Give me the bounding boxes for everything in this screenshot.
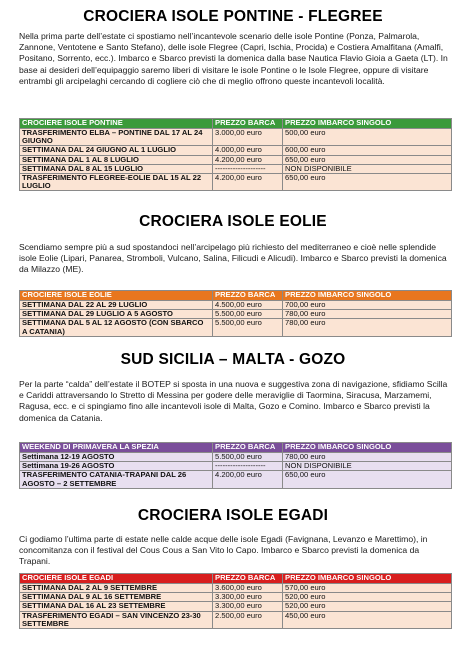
- single-price-cell: 500,00 euro: [283, 129, 452, 146]
- boat-price-cell: 4.500,00 euro: [213, 301, 283, 310]
- table-header: PREZZO BARCA: [213, 443, 283, 453]
- single-price-cell: 650,00 euro: [283, 471, 452, 488]
- single-price-cell: 780,00 euro: [283, 453, 452, 462]
- section-paragraph: Ci godiamo l’ultima parte di estate nelle calde acque delle isole Egadi (Favignana, Levanzo e Marettimo), in concomitanza con il festival del Cous Cous a San Vito lo Capo. Imbarco e Sbarco previsti la domenica da Trapani.: [19, 534, 428, 567]
- period-cell: SETTIMANA DAL 2 AL 9 SETTEMBRE: [20, 584, 213, 593]
- table-header: PREZZO IMBARCO SINGOLO: [283, 443, 452, 453]
- table-header: PREZZO IMBARCO SINGOLO: [283, 119, 452, 129]
- table-header: PREZZO BARCA: [213, 119, 283, 129]
- price-table: [19, 118, 452, 191]
- single-price-cell: 700,00 euro: [283, 301, 452, 310]
- single-price-cell: 650,00 euro: [283, 174, 452, 191]
- period-cell: SETTIMANA DAL 1 AL 8 LUGLIO: [20, 155, 213, 164]
- section-paragraph: Per la parte “calda” dell’estate il BOTEP si sposta in una nuova e suggestiva zona di navigazione, sfidiamo Scilla e Cariddi attraversando lo Stretto di Messina per godere delle meraviglie di Taormina, Siracusa, Marzamemi, Ragusa, ecc. e ci spingiamo fino alle incantevoli isole di Malta, Gozo e Comino. Imbarco e Sbarco previsti la domenica da Catania.: [19, 379, 448, 423]
- price-table: [19, 290, 452, 337]
- period-cell: SETTIMANA DAL 9 AL 16 SETTEMBRE: [20, 593, 213, 602]
- period-cell: SETTIMANA DAL 29 LUGLIO A 5 AGOSTO: [20, 310, 213, 319]
- single-price-cell: NON DISPONIBILE: [283, 462, 452, 471]
- period-cell: SETTIMANA DAL 5 AL 12 AGOSTO (CON SBARCO A CATANIA): [20, 319, 213, 336]
- table-header: PREZZO IMBARCO SINGOLO: [283, 574, 452, 584]
- single-price-cell: 520,00 euro: [283, 602, 452, 611]
- price-table: [19, 442, 452, 489]
- table-header: PREZZO IMBARCO SINGOLO: [283, 291, 452, 301]
- single-price-cell: 450,00 euro: [283, 611, 452, 628]
- price-table: [19, 573, 452, 629]
- table-row: [20, 146, 452, 155]
- table-header: CROCIERE ISOLE PONTINE: [20, 119, 213, 129]
- period-cell: TRASFERIMENTO CATANIA-TRAPANI DAL 26 AGOSTO – 2 SETTEMBRE: [20, 471, 213, 488]
- period-cell: TRASFERIMENTO EGADI – SAN VINCENZO 23-30 SETTEMBRE: [20, 611, 213, 628]
- single-price-cell: 600,00 euro: [283, 146, 452, 155]
- table-row: [20, 471, 452, 488]
- table-row: [20, 174, 452, 191]
- section-title: CROCIERA ISOLE PONTINE - FLEGREE: [83, 8, 383, 25]
- boat-price-cell: 4.000,00 euro: [213, 146, 283, 155]
- table-header: CROCIERE ISOLE EOLIE: [20, 291, 213, 301]
- boat-price-cell: 4.200,00 euro: [213, 471, 283, 488]
- section-paragraph: Scendiamo sempre più a sud spostandoci nell’arcipelago più richiesto del mediterraneo e cioè nelle splendide isole Eolie (Lipari, Panarea, Stromboli, Vulcano, Salina, Filicudi e Alicudi). Imbarco e Sbarco previsti la domenica da Milazzo (ME).: [19, 242, 447, 275]
- table-row: [20, 129, 452, 146]
- period-cell: TRASFERIMENTO ELBA – PONTINE DAL 17 AL 24 GIUGNO: [20, 129, 213, 146]
- section-title: SUD SICILIA – MALTA - GOZO: [120, 351, 346, 368]
- table-row: [20, 155, 452, 164]
- section-title: CROCIERA ISOLE EOLIE: [139, 213, 327, 230]
- table-header: PREZZO BARCA: [213, 574, 283, 584]
- boat-price-cell: --------------------: [213, 462, 283, 471]
- period-cell: SETTIMANA DAL 8 AL 15 LUGLIO: [20, 164, 213, 173]
- boat-price-cell: --------------------: [213, 164, 283, 173]
- boat-price-cell: 5.500,00 euro: [213, 310, 283, 319]
- period-cell: SETTIMANA DAL 16 AL 23 SETTEMBRE: [20, 602, 213, 611]
- section-paragraph: Nella prima parte dell’estate ci spostiamo nell’incantevole scenario delle isole Pontine (Ponza, Palmarola, Zannone, Ventotene e Santo Stefano), delle isole Flegree (Capri, Ischia, Procida) e Costiera Amalfitana (Amalfi, Positano, Sorrento, ecc.). Imbarco e Sbarco previsti la domenica dalla base Nautica Flavio Gioia a Gaeta (LT). In base ai desideri dell’equipaggio saremo liberi di visitare le isole Pontine o le Isole Flegree, oppure di visitare entrambi gli arcipelaghi cercando di cogliere ciò che di meglio offrono queste incantevoli località.: [19, 31, 448, 86]
- boat-price-cell: 2.500,00 euro: [213, 611, 283, 628]
- boat-price-cell: 5.500,00 euro: [213, 453, 283, 462]
- boat-price-cell: 4.200,00 euro: [213, 174, 283, 191]
- boat-price-cell: 3.000,00 euro: [213, 129, 283, 146]
- single-price-cell: 780,00 euro: [283, 310, 452, 319]
- boat-price-cell: 5.500,00 euro: [213, 319, 283, 336]
- table-header: WEEKEND DI PRIMAVERA LA SPEZIA: [20, 443, 213, 453]
- single-price-cell: NON DISPONIBILE: [283, 164, 452, 173]
- table-row: [20, 319, 452, 336]
- boat-price-cell: 4.200,00 euro: [213, 155, 283, 164]
- boat-price-cell: 3.300,00 euro: [213, 602, 283, 611]
- period-cell: TRASFERIMENTO FLEGREE-EOLIE DAL 15 AL 22 LUGLIO: [20, 174, 213, 191]
- period-cell: SETTIMANA DAL 22 AL 29 LUGLIO: [20, 301, 213, 310]
- boat-price-cell: 3.600,00 euro: [213, 584, 283, 593]
- single-price-cell: 570,00 euro: [283, 584, 452, 593]
- table-row: [20, 611, 452, 628]
- single-price-cell: 780,00 euro: [283, 319, 452, 336]
- single-price-cell: 520,00 euro: [283, 593, 452, 602]
- section-title: CROCIERA ISOLE EGADI: [137, 507, 329, 524]
- period-cell: Settimana 12-19 AGOSTO: [20, 453, 213, 462]
- period-cell: Settimana 19-26 AGOSTO: [20, 462, 213, 471]
- single-price-cell: 650,00 euro: [283, 155, 452, 164]
- period-cell: SETTIMANA DAL 24 GIUGNO AL 1 LUGLIO: [20, 146, 213, 155]
- table-row: [20, 602, 452, 611]
- table-header: PREZZO BARCA: [213, 291, 283, 301]
- boat-price-cell: 3.300,00 euro: [213, 593, 283, 602]
- table-header: CROCIERE ISOLE EGADI: [20, 574, 213, 584]
